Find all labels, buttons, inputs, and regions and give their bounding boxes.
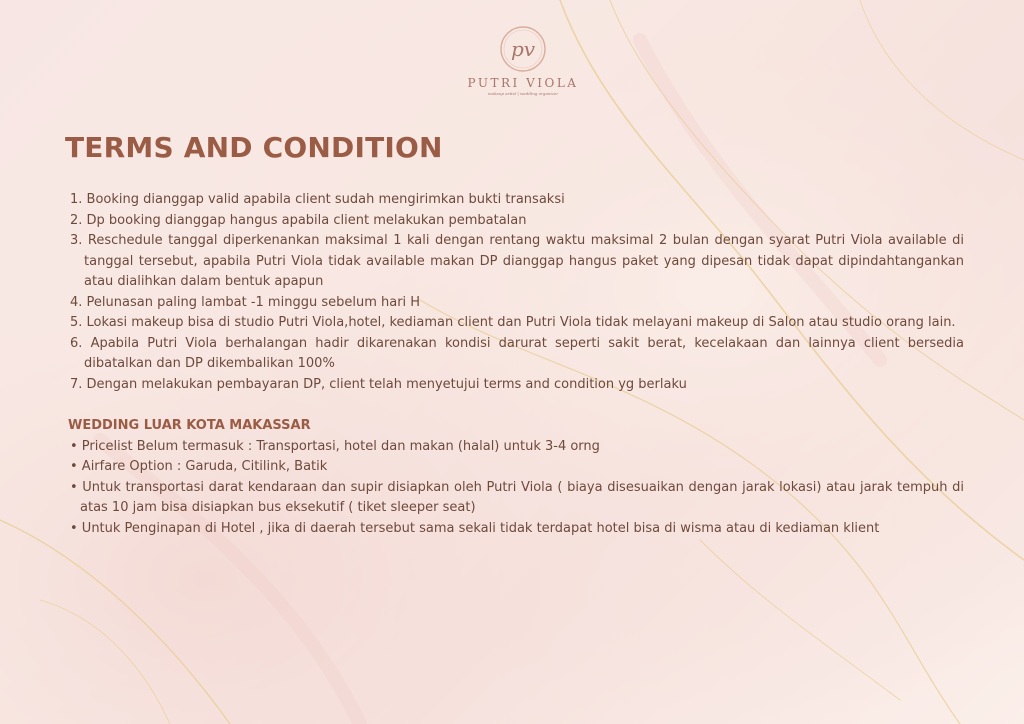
term-item: 6. Apabila Putri Viola berhalangan hadir dikarenakan kondisi darurat seperti sakit berat, kecelakaan dan lainnya client bersedia dibatalkan dan DP dikembalikan 100% <box>70 335 964 371</box>
wedding-list <box>68 437 964 540</box>
svg-text:pv: pv <box>510 37 536 61</box>
wedding-item: • Airfare Option : Garuda, Citilink, Batik <box>70 459 328 474</box>
term-item: 3. Reschedule tanggal diperkenankan maksimal 1 kali dengan rentang waktu maksimal 2 bulan dengan syarat Putri Viola available di tanggal tersebut, apabila Putri Viola tidak available makan DP dianggap hangus paket yang dipesan tidak dapat dipindahtangankan atau dialihkan dalam bentuk apapun <box>70 233 964 289</box>
terms-content <box>68 190 964 539</box>
wedding-item: • Pricelist Belum termasuk : Transportasi, hotel dan makan (halal) untuk 3-4 orng <box>70 438 600 454</box>
term-item: 4. Pelunasan paling lambat -1 minggu sebelum hari H <box>70 294 421 310</box>
wedding-section-heading: WEDDING LUAR KOTA MAKASSAR <box>68 418 311 433</box>
wedding-item: • Untuk Penginapan di Hotel , jika di daerah tersebut sama sekali tidak terdapat hotel bisa di wisma atau di kediaman klient <box>70 520 880 536</box>
terms-list <box>68 190 964 395</box>
term-item: 2. Dp booking dianggap hangus apabila client melakukan pembatalan <box>70 212 527 228</box>
brand-logo <box>467 24 579 96</box>
term-item: 1. Booking dianggap valid apabila client sudah mengirimkan bukti transaksi <box>70 192 565 207</box>
page-title: TERMS AND CONDITION <box>65 131 443 164</box>
monogram-icon <box>497 24 549 74</box>
term-item: 5. Lokasi makeup bisa di studio Putri Viola,hotel, kediaman client dan Putri Viola tidak melayani makeup di Salon atau studio orang lain. <box>70 315 956 330</box>
brand-name: PUTRI VIOLA <box>467 76 579 90</box>
brand-tagline: makeup artist | wedding organizer <box>487 91 559 96</box>
wedding-item: • Untuk transportasi darat kendaraan dan supir disiapkan oleh Putri Viola ( biaya disesuaikan dengan jarak lokasi) atau jarak tempuh di atas 10 jam bisa disiapkan bus eksekutif ( tiket sleeper seat) <box>70 479 964 515</box>
term-item: 7. Dengan melakukan pembayaran DP, client telah menyetujui terms and condition yg berlaku <box>70 376 687 392</box>
